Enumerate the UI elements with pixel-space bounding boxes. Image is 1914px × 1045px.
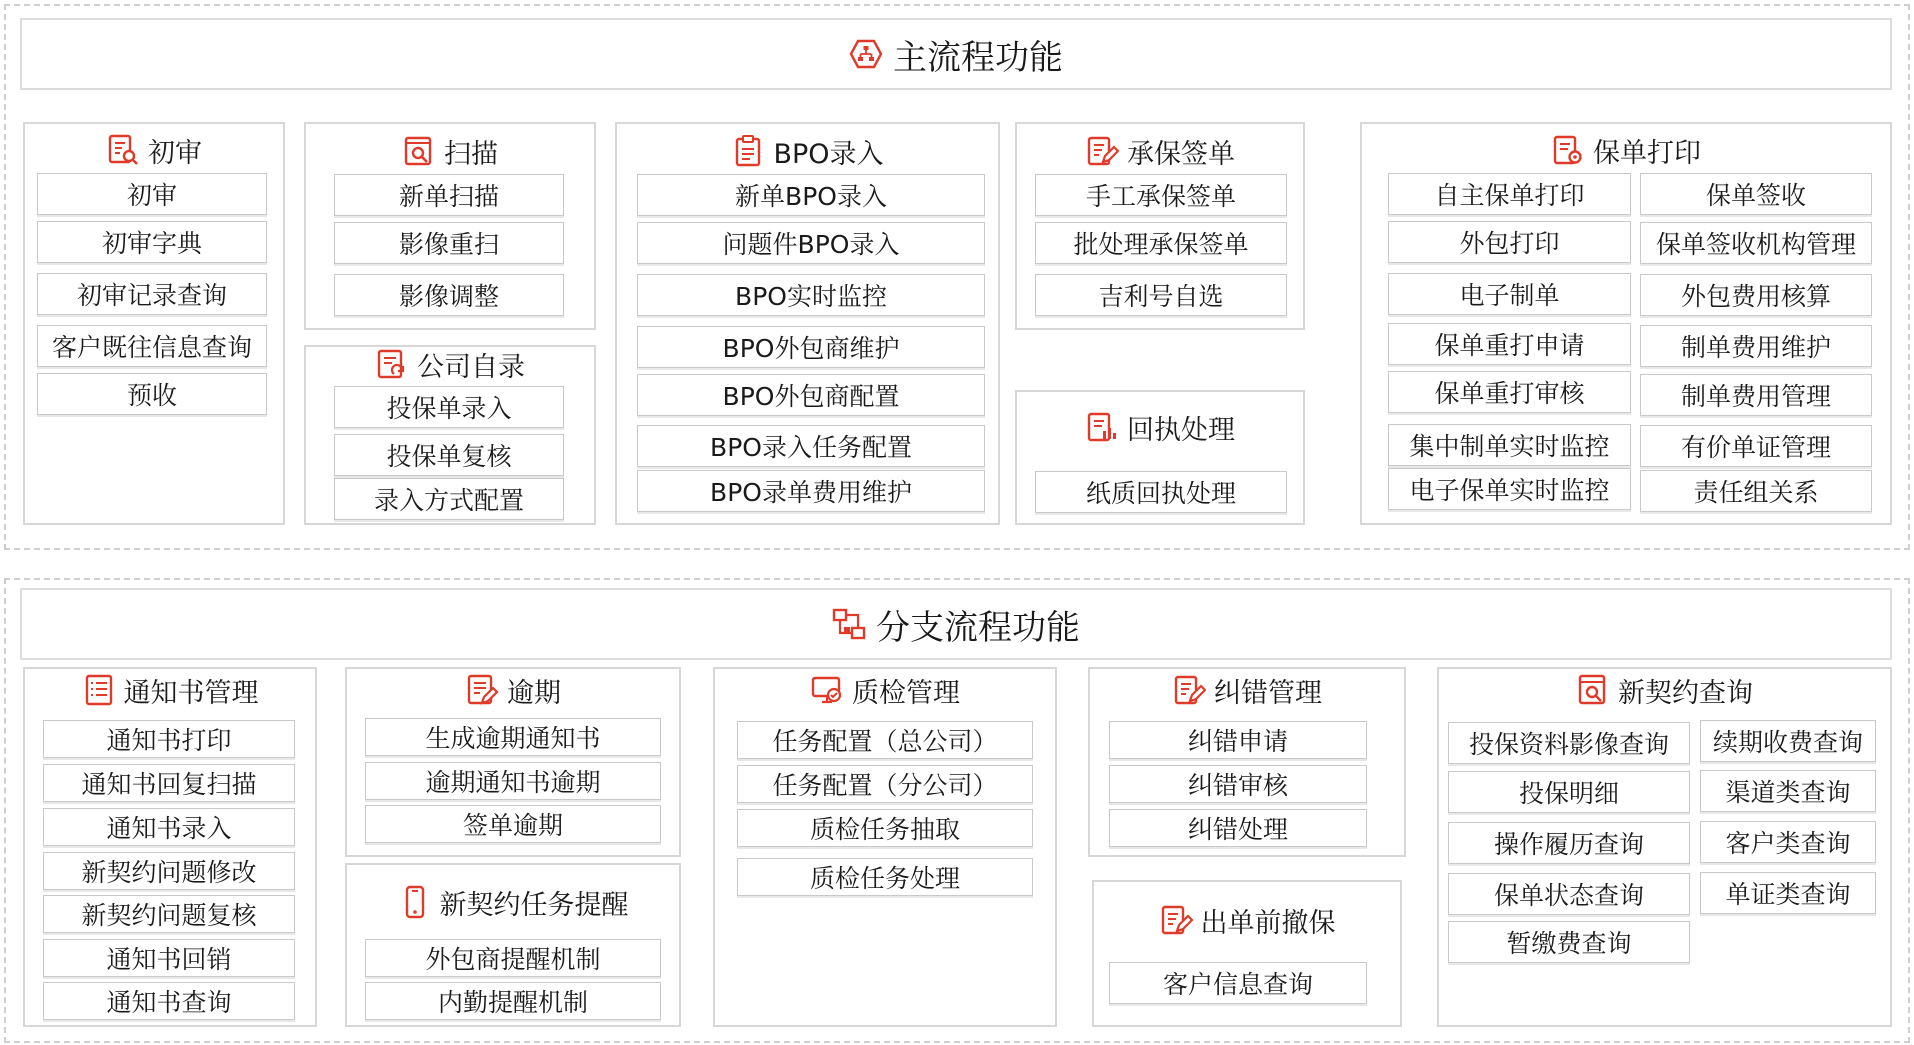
branch-process-banner xyxy=(20,588,1892,660)
item-chushen-0[interactable]: 初审 xyxy=(37,173,267,215)
item-tongzhishu-0[interactable]: 通知书打印 xyxy=(43,720,295,758)
item-tixing-0[interactable]: 外包商提醒机制 xyxy=(365,939,661,977)
item-zhijian-3[interactable]: 质检任务处理 xyxy=(737,858,1033,896)
heading-yuqi-label: 逾期 xyxy=(507,677,561,709)
item-bpo-4[interactable]: BPO外包商配置 xyxy=(637,374,985,416)
document-search-icon xyxy=(106,133,140,167)
item-jiucuo-0[interactable]: 纠错申请 xyxy=(1109,721,1367,759)
heading-bpo xyxy=(615,131,1000,171)
item-dayin-left-3[interactable]: 保单重打申请 xyxy=(1388,323,1631,365)
process-hexagon-icon xyxy=(849,37,883,71)
document-settings-icon xyxy=(1551,133,1585,167)
item-dayin-left-0[interactable]: 自主保单打印 xyxy=(1388,173,1631,215)
item-huizhi-0[interactable]: 纸质回执处理 xyxy=(1035,471,1287,513)
item-bpo-0[interactable]: 新单BPO录入 xyxy=(637,174,985,216)
item-chengbao-2[interactable]: 吉利号自选 xyxy=(1035,274,1287,316)
item-chushen-3[interactable]: 客户既往信息查询 xyxy=(37,325,267,367)
heading-dayin-label: 保单打印 xyxy=(1593,137,1701,169)
heading-chushen-label: 初审 xyxy=(148,137,202,169)
item-bpo-6[interactable]: BPO录单费用维护 xyxy=(637,470,985,512)
item-dayin-right-2[interactable]: 外包费用核算 xyxy=(1640,274,1872,316)
item-chaxun-left-4[interactable]: 暂缴费查询 xyxy=(1448,921,1690,963)
item-bpo-5[interactable]: BPO录入任务配置 xyxy=(637,425,985,467)
item-chushen-4[interactable]: 预收 xyxy=(37,373,267,415)
document-search-icon xyxy=(1576,673,1610,707)
item-saomiao-1[interactable]: 影像重扫 xyxy=(334,222,564,264)
item-dayin-right-0[interactable]: 保单签收 xyxy=(1640,173,1872,215)
item-gongsizilu-1[interactable]: 投保单复核 xyxy=(334,434,564,476)
heading-chengbao-label: 承保签单 xyxy=(1127,138,1235,170)
branch-process-title: 分支流程功能 xyxy=(876,607,1080,648)
item-bpo-2[interactable]: BPO实时监控 xyxy=(637,274,985,316)
item-chaxun-right-3[interactable]: 单证类查询 xyxy=(1700,872,1876,914)
item-chaxun-right-0[interactable]: 续期收费查询 xyxy=(1700,720,1876,762)
heading-bpo-label: BPO录入 xyxy=(773,138,884,170)
item-jiucuo-1[interactable]: 纠错审核 xyxy=(1109,765,1367,803)
heading-chushen xyxy=(23,130,285,170)
monitor-check-icon xyxy=(810,673,844,707)
heading-chaxun-label: 新契约查询 xyxy=(1618,677,1753,709)
item-tongzhishu-2[interactable]: 通知书录入 xyxy=(43,808,295,846)
item-chaxun-right-1[interactable]: 渠道类查询 xyxy=(1700,770,1876,812)
heading-saomiao xyxy=(304,131,596,171)
item-gongsizilu-0[interactable]: 投保单录入 xyxy=(334,386,564,428)
item-chaxun-left-3[interactable]: 保单状态查询 xyxy=(1448,873,1690,915)
item-zhijian-1[interactable]: 任务配置（分公司） xyxy=(737,765,1033,803)
item-saomiao-2[interactable]: 影像调整 xyxy=(334,274,564,316)
heading-yuqi xyxy=(345,670,681,710)
heading-tixing xyxy=(345,882,681,922)
heading-huizhi xyxy=(1015,407,1305,447)
item-chaxun-left-2[interactable]: 操作履历查询 xyxy=(1448,822,1690,864)
item-zhijian-0[interactable]: 任务配置（总公司） xyxy=(737,721,1033,759)
item-dayin-left-5[interactable]: 集中制单实时监控 xyxy=(1388,424,1631,466)
item-yuqi-1[interactable]: 逾期通知书逾期 xyxy=(365,762,661,800)
heading-chaxun xyxy=(1437,670,1892,710)
item-yuqi-2[interactable]: 签单逾期 xyxy=(365,805,661,843)
heading-zhijian-label: 质检管理 xyxy=(852,677,960,709)
item-dayin-right-5[interactable]: 有价单证管理 xyxy=(1640,425,1872,467)
item-gongsizilu-2[interactable]: 录入方式配置 xyxy=(334,478,564,520)
item-jiucuo-2[interactable]: 纠错处理 xyxy=(1109,809,1367,847)
item-dayin-left-2[interactable]: 电子制单 xyxy=(1388,273,1631,315)
heading-chedan-label: 出单前撤保 xyxy=(1200,907,1336,939)
main-process-banner xyxy=(20,18,1892,90)
item-bpo-3[interactable]: BPO外包商维护 xyxy=(637,326,985,368)
receipt-chart-icon xyxy=(1085,410,1119,444)
item-saomiao-0[interactable]: 新单扫描 xyxy=(334,174,564,216)
item-tixing-1[interactable]: 内勤提醒机制 xyxy=(365,982,661,1020)
heading-gongsizilu-label: 公司自录 xyxy=(417,351,525,383)
item-chengbao-1[interactable]: 批处理承保签单 xyxy=(1035,222,1287,264)
item-dayin-right-4[interactable]: 制单费用管理 xyxy=(1640,374,1872,416)
branch-flow-icon xyxy=(832,607,866,641)
heading-jiucuo-label: 纠错管理 xyxy=(1214,677,1322,709)
item-tongzhishu-3[interactable]: 新契约问题修改 xyxy=(43,852,295,890)
item-zhijian-2[interactable]: 质检任务抽取 xyxy=(737,809,1033,847)
item-tongzhishu-5[interactable]: 通知书回销 xyxy=(43,939,295,977)
item-chaxun-right-2[interactable]: 客户类查询 xyxy=(1700,821,1876,863)
item-chushen-2[interactable]: 初审记录查询 xyxy=(37,273,267,315)
item-bpo-1[interactable]: 问题件BPO录入 xyxy=(637,222,985,264)
scan-search-icon xyxy=(402,134,436,168)
item-yuqi-0[interactable]: 生成逾期通知书 xyxy=(365,718,661,756)
heading-tongzhishu xyxy=(23,670,317,710)
item-dayin-left-1[interactable]: 外包打印 xyxy=(1388,221,1631,263)
item-tongzhishu-1[interactable]: 通知书回复扫描 xyxy=(43,764,295,802)
item-tongzhishu-4[interactable]: 新契约问题复核 xyxy=(43,895,295,933)
heading-dayin xyxy=(1360,130,1892,170)
heading-chedan xyxy=(1092,900,1402,940)
item-chushen-1[interactable]: 初审字典 xyxy=(37,221,267,263)
item-dayin-left-6[interactable]: 电子保单实时监控 xyxy=(1388,468,1631,510)
heading-gongsizilu xyxy=(304,344,596,384)
document-edit-icon xyxy=(1172,673,1206,707)
item-tongzhishu-6[interactable]: 通知书查询 xyxy=(43,982,295,1020)
heading-tongzhishu-label: 通知书管理 xyxy=(123,677,259,709)
item-dayin-right-3[interactable]: 制单费用维护 xyxy=(1640,325,1872,367)
item-dayin-right-6[interactable]: 责任组关系 xyxy=(1640,470,1872,512)
list-document-icon xyxy=(82,673,116,707)
item-dayin-right-1[interactable]: 保单签收机构管理 xyxy=(1640,222,1872,264)
heading-chengbao xyxy=(1015,131,1305,171)
heading-tixing-label: 新契约任务提醒 xyxy=(439,889,629,921)
clipboard-list-icon xyxy=(731,134,765,168)
document-edit-icon xyxy=(1085,134,1119,168)
mobile-phone-icon xyxy=(398,885,432,919)
item-chaxun-left-0[interactable]: 投保资料影像查询 xyxy=(1448,722,1690,764)
form-refresh-icon xyxy=(375,347,409,381)
main-process-title: 主流程功能 xyxy=(893,37,1063,78)
heading-zhijian xyxy=(713,670,1057,710)
document-pen-icon xyxy=(465,673,499,707)
item-dayin-left-4[interactable]: 保单重打审核 xyxy=(1388,371,1631,413)
heading-huizhi-label: 回执处理 xyxy=(1127,414,1235,446)
item-chengbao-0[interactable]: 手工承保签单 xyxy=(1035,174,1287,216)
item-chaxun-left-1[interactable]: 投保明细 xyxy=(1448,771,1690,813)
document-edit-icon xyxy=(1159,903,1193,937)
item-chedan-0[interactable]: 客户信息查询 xyxy=(1109,962,1367,1004)
heading-jiucuo xyxy=(1088,670,1406,710)
heading-saomiao-label: 扫描 xyxy=(444,138,498,170)
